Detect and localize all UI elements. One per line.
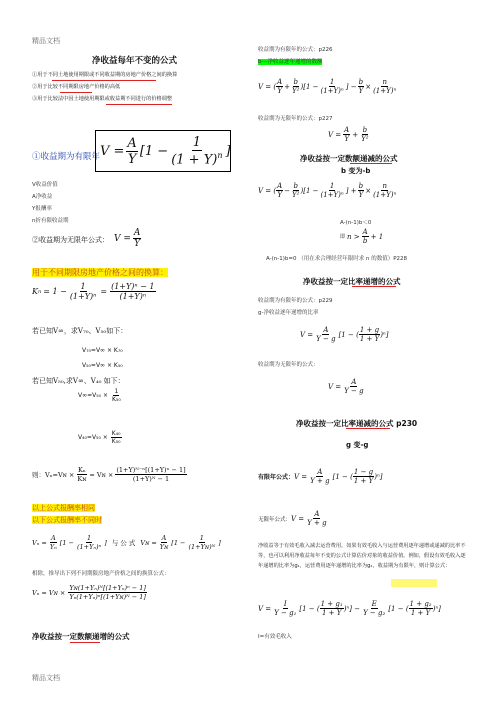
underline-3 <box>106 104 172 105</box>
equation-k: K n = 1 − $\frac{1}{\text{(1+Y)ⁿ}}$ = $\frac{\text{(1+Y)ⁿ − 1}}{\text{(1+Y)ⁿ}}$ <box>32 282 155 301</box>
footer-underline <box>70 642 100 643</box>
var-2: A净收益 <box>32 194 53 200</box>
var-4: n折有限收益期 <box>32 218 69 224</box>
title3-underline <box>352 286 396 287</box>
explanation-paragraph: 净收益等于有效毛收入减去运营费用。如果有效毛收入与运营费用逐年递增或递减的比率不等，也可以利用净收益每年不变的公式计算估价对象的收益价值。例如，假设有效毛收入逐年递增的比率为g₁，运营费用逐年递增的比率为g₂，收益期为有限年，则计算公式： <box>258 543 466 569</box>
r-infinite-label-2: 收益期为无限年的公式： <box>258 362 319 368</box>
footer-title-increasing: 净收益按一定数额递增的公式 <box>32 632 130 641</box>
cond-2: 即 n > $\frac{A}{b}$ + 1 <box>340 228 384 245</box>
example2-eq-a: V∞=V₅₀ × $\frac{1}{\text{K₅₀}}$ <box>78 388 121 403</box>
title-decreasing-rate: 净收益按一定比率递减的公式 p230 <box>296 419 418 428</box>
equation-r1: V = ( $\frac{A}{Y}$ + $\frac{b}{\text{Y²}}$ )[1 − $\frac{1}{\text{(1+Y)ⁿ}}$ ] − $\frac{b}{Y}$ × $\frac{n}{\text{(1+Y)ⁿ}}$ <box>258 78 397 95</box>
r-finite-label: 收益期为有限年的公式：p226 <box>258 47 333 53</box>
var-1: V收益价值 <box>32 182 58 188</box>
divide-label: 相除，推导出下列不同期限房地产价格之间的换算公式： <box>32 571 170 577</box>
equation-r3: V = ( $\frac{A}{Y}$ − $\frac{b}{\text{Y²}}$ )[1 − $\frac{1}{\text{(1+Y)ⁿ}}$ ] + $\frac{b}{Y}$ × $\frac{n}{\text{(1+Y)ⁿ}}$ <box>258 182 397 199</box>
note-diff-rate: 以下公式报酬率不同时 <box>32 516 102 524</box>
item1-label: ①收益期为有限年 <box>32 152 101 162</box>
use-2: ②用于比较不同期限房地产价格的高低 <box>32 84 121 90</box>
title-increasing-rate: 净收益按一定比率递增的公式 <box>303 277 401 286</box>
r-g-def: g-净收益逐年递增的比率 <box>258 310 319 316</box>
example1-line1: V₇₀=V∞ × K₇₀ <box>82 347 123 354</box>
title-decreasing-note: b 变为-b <box>341 167 371 175</box>
equation-ratio: Vₙ = Vɴ × $\frac{\text{Yɴ(1+Yₙ)ᴺ[(1+Yₙ)ⁿ − 1]}}{\text{Yₙ(1+Yₙ)ⁿ[(1+Yɴ)ᴺ − 1]}}$ <box>32 584 146 601</box>
equation-r6: 有限年公式： V = $\frac{A}{Y + g}$ [1 − ( $\frac{1 - g}{1 + Y}$ )ⁿ] <box>258 468 383 485</box>
section-title-constant: 净收益每年不变的公式 <box>92 56 178 66</box>
cond-1: A-(n-1)b＜0 <box>340 220 372 226</box>
r-b-def: b---净收益逐年递增的数额 <box>258 59 323 65</box>
conversion-label: 用于不同期限房地产价格之间的换算： <box>32 268 168 277</box>
example1-line2: V₅₀=V∞ × K₅₀ <box>82 362 123 369</box>
var-3: Y报酬率 <box>32 206 52 212</box>
item2-label: ②收益期为无限年公式： <box>32 236 109 244</box>
equation-finite: V = $\frac{A}{Y}$ [1 − $\frac{1}{(1 + Y)^n}$ ] <box>95 130 231 172</box>
use-1: ①用于不同土地使用期限或不同收益期的房地产价格之间的换算 <box>32 72 178 78</box>
para-highlight <box>391 579 437 587</box>
underline-2 <box>60 92 92 93</box>
equation-r4: V = $\frac{A}{Y - g}$ [1 − ( $\frac{1 + g}{1 + Y}$ )ⁿ] <box>300 326 389 343</box>
use-3: ③用于比较法中因土地使用期限或收益期不同进行的价格调整 <box>32 96 173 102</box>
equation-r7: 无限年公式： V = $\frac{A}{Y + g}$ <box>258 510 327 527</box>
note-same-rate: 以上公式报酬率相同 <box>32 504 95 512</box>
watermark-top: 精品文档 <box>32 37 60 45</box>
r-last-note: I=有效毛收入 <box>258 634 292 640</box>
r-finite-label-2: 收益期为有限年的公式：p229 <box>258 298 333 304</box>
title2-underline <box>350 163 392 164</box>
title-decreasing-amount: 净收益按一定数额递减的公式 <box>300 154 398 163</box>
example2-eq-b: V₄₀=V₅₀ × $\frac{\text{K₄₀}}{\text{K₅₀}}$ <box>78 430 121 445</box>
cond-3: A-(n-1)b=0 （用在求合理经营年限时求 n 的数值）P228 <box>266 256 408 262</box>
title4-underline <box>346 428 390 429</box>
example1-label: 若已知V∞，求V₇₀、V₅₀如下： <box>32 327 128 335</box>
equation-r5: V = $\frac{A}{Y - g}$ <box>328 378 364 395</box>
example2-label: 若已知V₅₀,求V∞、V₄₀ 如下： <box>32 377 125 385</box>
equation-then: 则：Vₙ=Vɴ × $\frac{\text{Kₙ}}{\text{Kɴ}}$ = Vɴ × $\frac{\text{(1+Y)ᴺ⁻ⁿ[(1+Y)ⁿ − 1]}}{\text{(1+Y)ᴺ − 1}}$ <box>32 466 186 483</box>
equation-infinite: V = $\frac{A}{Y}$ <box>114 228 141 249</box>
title-decreasing-rate-note: g 变-g <box>346 441 369 449</box>
underline-1 <box>52 80 156 81</box>
equation-vn: Vₙ = $\frac{A}{\text{Yₙ}}$ [1 − $\frac{1}{\text{(1+Yₙ)ⁿ}}$ ] 与 公 式 Vɴ = $\frac{A}{\text{Yɴ}}$ [1 − $\frac{1}{\text{(1+Yɴ)ᴺ}}$ ] <box>32 534 221 551</box>
watermark-bottom: 精品文档 <box>32 674 60 682</box>
r-infinite-label: 收益期为无限年的公式：p227 <box>258 116 333 122</box>
equation-r8: V = $\frac{I}{\text{Y − g₁}}$ [1 − ( $\frac{\text{1 + g₁}}{1 + Y}$ )ⁿ] − $\frac{E}{\text{Y − g₂}}$ [1 − ( $\frac{\text{1 + g₂}}{1 + Y}$ )ⁿ] <box>258 600 441 617</box>
equation-r2: V = $\frac{A}{Y}$ + $\frac{b}{\text{Y²}}$ <box>328 126 369 143</box>
